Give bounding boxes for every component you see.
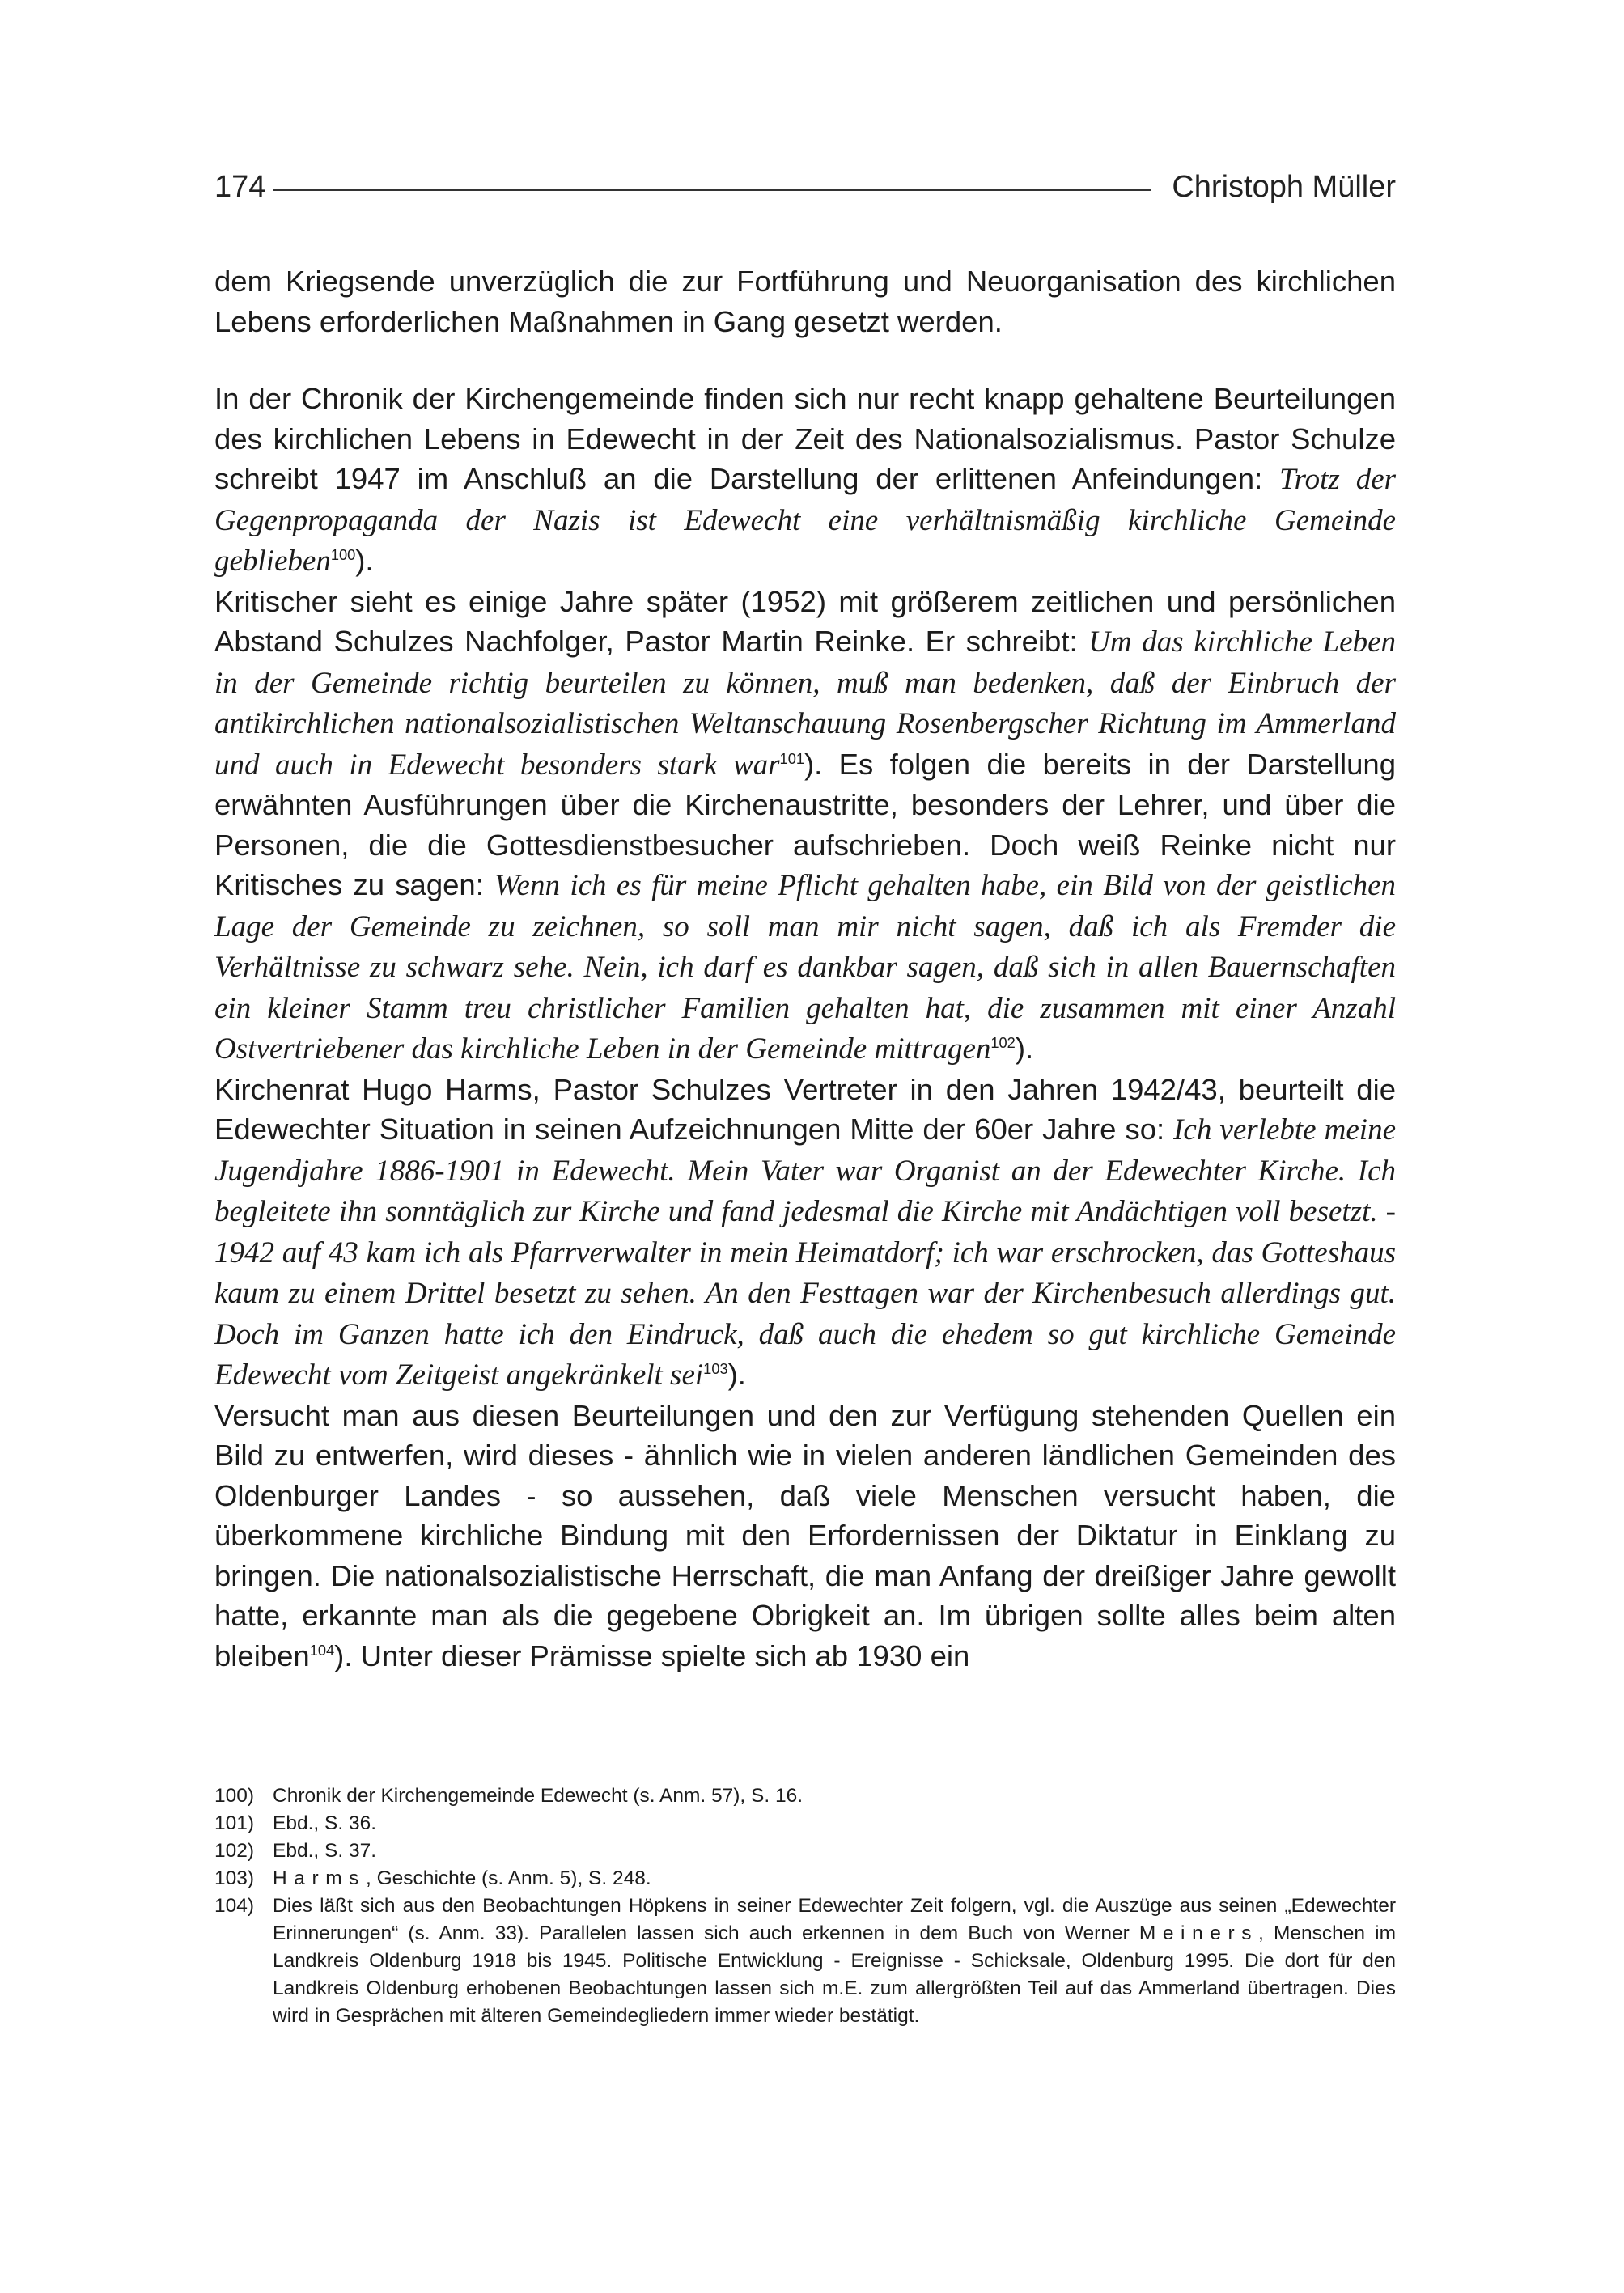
- footnote-text: [273, 1892, 1396, 2030]
- footnote-104: [214, 1892, 1396, 2030]
- paragraph-2: [214, 379, 1396, 582]
- footnote-author: Meiners: [1138, 1922, 1259, 1944]
- paragraph-text: ).: [355, 544, 374, 577]
- header-rule: [273, 189, 1151, 191]
- footnote-author: Harms: [273, 1867, 367, 1889]
- footnote-ref[interactable]: 100: [330, 545, 356, 563]
- paragraph-text: In der Chronik der Kirchengemeinde finden sich nur recht knapp gehaltene Beurteilungen des kirchlichen Lebens in Edewecht in der Zeit des Nationalsozialismus. Pastor Schulze schreibt 1947 im Anschluß an die Darstellung der erlittenen Anfeindungen:: [214, 382, 1396, 495]
- paragraph-text: ).: [1015, 1032, 1034, 1065]
- footnote-number: 102): [214, 1840, 255, 1862]
- footnote-number: 103): [214, 1867, 255, 1889]
- quotation: Ich verlebte meine Jugendjahre 1886-1901 in Edewecht. Mein Vater war Organist an der Edewechter Kirche. Ich begleitete ihn sonntäglich zur Kirche und fand jedesmal die Kirche mit Andächtigen voll besetzt. - 1942 auf 43 kam ich als Pfarrverwalter in mein Heimatdorf; ich war erschrocken, das Gotteshaus kaum zu einem Drittel besetzt zu sehen. An den Festtagen war der Kirchenbesuch allerdings gut. Doch im Ganzen hatte ich den Eindruck, daß auch die ehedem so gut kirchliche Gemeinde Edewecht vom Zeitgeist angekränkelt sei: [214, 1113, 1396, 1392]
- footnote-103: [214, 1865, 1396, 1892]
- paragraph-text: Versucht man aus diesen Beurteilungen und den zur Verfügung stehenden Quellen ein Bild zu entwerfen, wird dieses - ähnlich wie in vielen anderen ländlichen Gemeinden des Oldenburger Landes - so aussehen, daß viele Menschen versucht haben, die überkommene kirchliche Bindung mit den Erfordernissen der Diktatur in Einklang zu bringen. Die nationalsozialistische Herrschaft, die man Anfang der dreißiger Jahre gewollt hatte, erkannte man als die gegebene Obrigkeit an. Im übrigen sollte alles beim alten bleiben: [214, 1398, 1396, 1672]
- paragraph-text: Kritischer sieht es einige Jahre später (1952) mit größerem zeitlichen und persönlichen Abstand Schulzes Nachfolger, Pastor Martin Reinke. Er schreibt:: [214, 584, 1396, 658]
- footnote-101: [214, 1810, 1396, 1837]
- footnote-100: [214, 1782, 1396, 1810]
- footnote-number: 101): [214, 1812, 255, 1834]
- quotation: Wenn ich es für meine Pflicht gehalten habe, ein Bild von der geistlichen Lage der Gemeinde zu zeichnen, so soll man mir nicht sagen, daß ich als Fremder die Verhältnisse zu schwarz sehe. Nein, ich darf es dankbar sagen, daß sich in allen Bauernschaften ein kleiner Stamm treu christlicher Familien gehalten hat, die zusammen mit einer Anzahl Ostvertriebener das kirchliche Leben in der Gemeinde mittragen: [214, 869, 1396, 1066]
- footnotes: [214, 1782, 1396, 2030]
- footnote-ref[interactable]: 104: [309, 1641, 335, 1659]
- footnote-102: [214, 1837, 1396, 1865]
- footnote-text: Ebd., S. 36.: [273, 1812, 377, 1834]
- paragraph-text: ). Es folgen die bereits in der Darstellung erwähnten Ausführungen über die Kirchenaustritte, besonders der Lehrer, und über die Personen, die die Gottesdienstbesucher aufschrieben. Doch weiß Reinke nicht nur Kritisches zu sagen:: [214, 747, 1396, 901]
- paragraph-text: ). Unter dieser Prämisse spielte sich ab 1930 ein: [334, 1638, 970, 1672]
- footnote-text: [273, 1865, 1396, 1892]
- footnote-text-part: , Menschen im Landkreis Oldenburg 1918 bis 1945. Politische Entwicklung - Ereignisse - Schicksale, Oldenburg 1995. Die dort für den Landkreis Oldenburg erhobenen Beobachtungen lassen sich m.E. zum allergrößten Teil auf das Ammerland übertragen. Dies wird in Gesprächen mit älteren Gemeindegliedern immer wieder bestätigt.: [273, 1922, 1396, 2027]
- footnote-ref[interactable]: 102: [990, 1033, 1016, 1051]
- running-head: [214, 158, 1396, 216]
- paragraph-4: [214, 1070, 1396, 1396]
- paragraph-3: [214, 582, 1396, 1070]
- footnote-text: Ebd., S. 37.: [273, 1840, 377, 1862]
- footnote-ref[interactable]: 103: [703, 1359, 728, 1377]
- footnote-text-part: , Geschichte (s. Anm. 5), S. 248.: [366, 1867, 651, 1889]
- quotation: Um das kirchliche Leben in der Gemeinde richtig beurteilen zu können, muß man bedenken, daß der Einbruch der antikirchlichen nationalsozialistischen Weltanschauung Rosenbergscher Richtung im Ammerland und auch in Edewecht besonders stark war: [214, 625, 1397, 782]
- running-head-author: Christoph Müller: [1172, 169, 1396, 204]
- page: [214, 158, 1396, 2030]
- paragraph-5: [214, 1396, 1396, 1676]
- paragraph-text: ).: [727, 1358, 746, 1391]
- footnote-number: 104): [214, 1895, 255, 1917]
- footnote-text: Chronik der Kirchengemeinde Edewecht (s. Anm. 57), S. 16.: [273, 1785, 804, 1807]
- paragraph-1: dem Kriegsende unverzüglich die zur Fortführung und Neuorganisation des kirchlichen Lebens erforderlichen Maßnahmen in Gang gesetzt werden.: [214, 265, 1396, 338]
- footnote-text-part: Dies läßt sich aus den Beobachtungen Höpkens in seiner Edewechter Zeit folgern, vgl. die Auszüge aus seinen „Edewechter Erinnerungen“ (s. Anm. 33). Parallelen lassen sich auch erkennen in dem Buch von Werner: [273, 1895, 1396, 1944]
- quotation: Trotz der Gegenpropaganda der Nazis ist Edewecht eine verhältnismäßig kirchliche Gemeinde geblieben: [214, 463, 1397, 578]
- page-number: 174: [214, 169, 266, 204]
- footnote-number: 100): [214, 1785, 255, 1807]
- footnote-ref[interactable]: 101: [779, 749, 804, 767]
- paragraph-text: Kirchenrat Hugo Harms, Pastor Schulzes Vertreter in den Jahren 1942/43, beurteilt die Edewechter Situation in seinen Aufzeichnungen Mitte der 60er Jahre so:: [214, 1072, 1396, 1146]
- body-text: [214, 261, 1396, 1676]
